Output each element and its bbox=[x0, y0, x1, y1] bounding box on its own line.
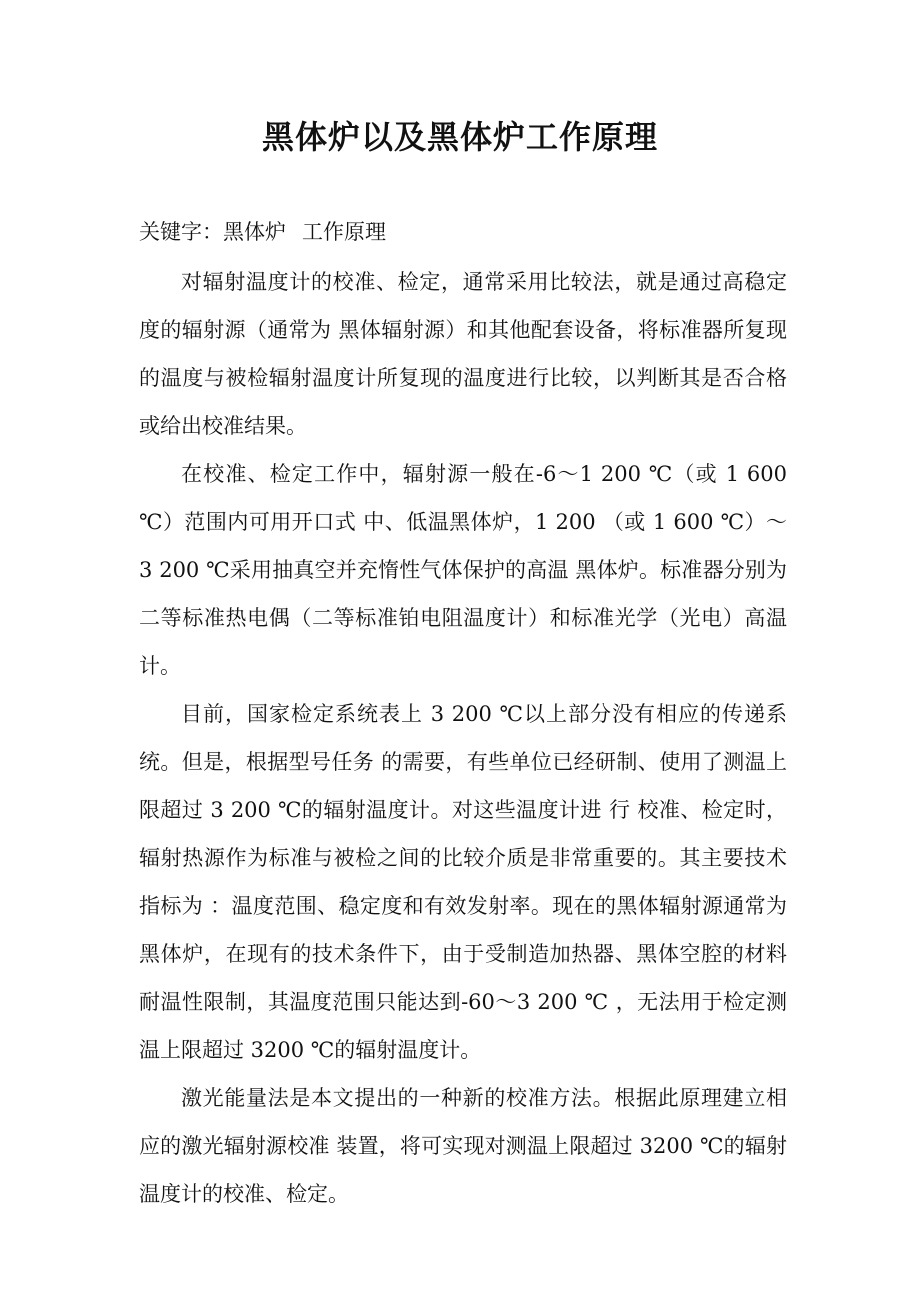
keyword-item: 黑体炉 bbox=[223, 220, 286, 244]
document-title: 黑体炉以及黑体炉工作原理 bbox=[261, 118, 658, 156]
keywords-line bbox=[139, 212, 799, 252]
body-paragraph: 激光能量法是本文提出的一种新的校准方法。根据此原理建立相应的激光辐射源校准 装置，将可实现对测温上限超过 3200 ℃的辐射温度计的校准、检定。 bbox=[139, 1086, 787, 1206]
document-body bbox=[139, 258, 787, 1218]
keywords-label: 关键字： bbox=[139, 220, 223, 244]
body-paragraph: 目前，国家检定系统表上 3 200 ℃以上部分没有相应的传递系统。但是，根据型号任务 的需要，有些单位已经研制、使用了测温上限超过 3 200 ℃的辐射温度计。对这些温度计进 行 校准、检定时，辐射热源作为标准与被检之间的比较介质是非常重要的。其主要技术指标为 ：温度范围、稳定度和有效发射率。现在的黑体辐射源通常为黑体炉，在现有的技术条件下，由于受制造加热器、黑体空腔的材料耐温性限制，其温度范围只能达到-60～3 200 ℃ ，无法用于检定测温上限超过 3200 ℃的辐射温度计。 bbox=[139, 702, 787, 1062]
keyword-item: 工作原理 bbox=[302, 220, 386, 244]
body-paragraph: 在校准、检定工作中，辐射源一般在-6～1 200 ℃（或 1 600 ℃）范围内可用开口式 中、低温黑体炉，1 200 （或 1 600 ℃）～3 200 ℃采用抽真空并充惰性气体保护的高温 黑体炉。标准器分别为二等标准热电偶（二等标准铂电阻温度计）和标准光学（光电）高温计。 bbox=[139, 462, 787, 678]
body-paragraph: 对辐射温度计的校准、检定，通常采用比较法，就是通过高稳定度的辐射源（通常为 黑体辐射源）和其他配套设备，将标准器所复现的温度与被检辐射温度计所复现的温度进行比较，以判断其是否合格或给出校准结果。 bbox=[139, 270, 787, 438]
